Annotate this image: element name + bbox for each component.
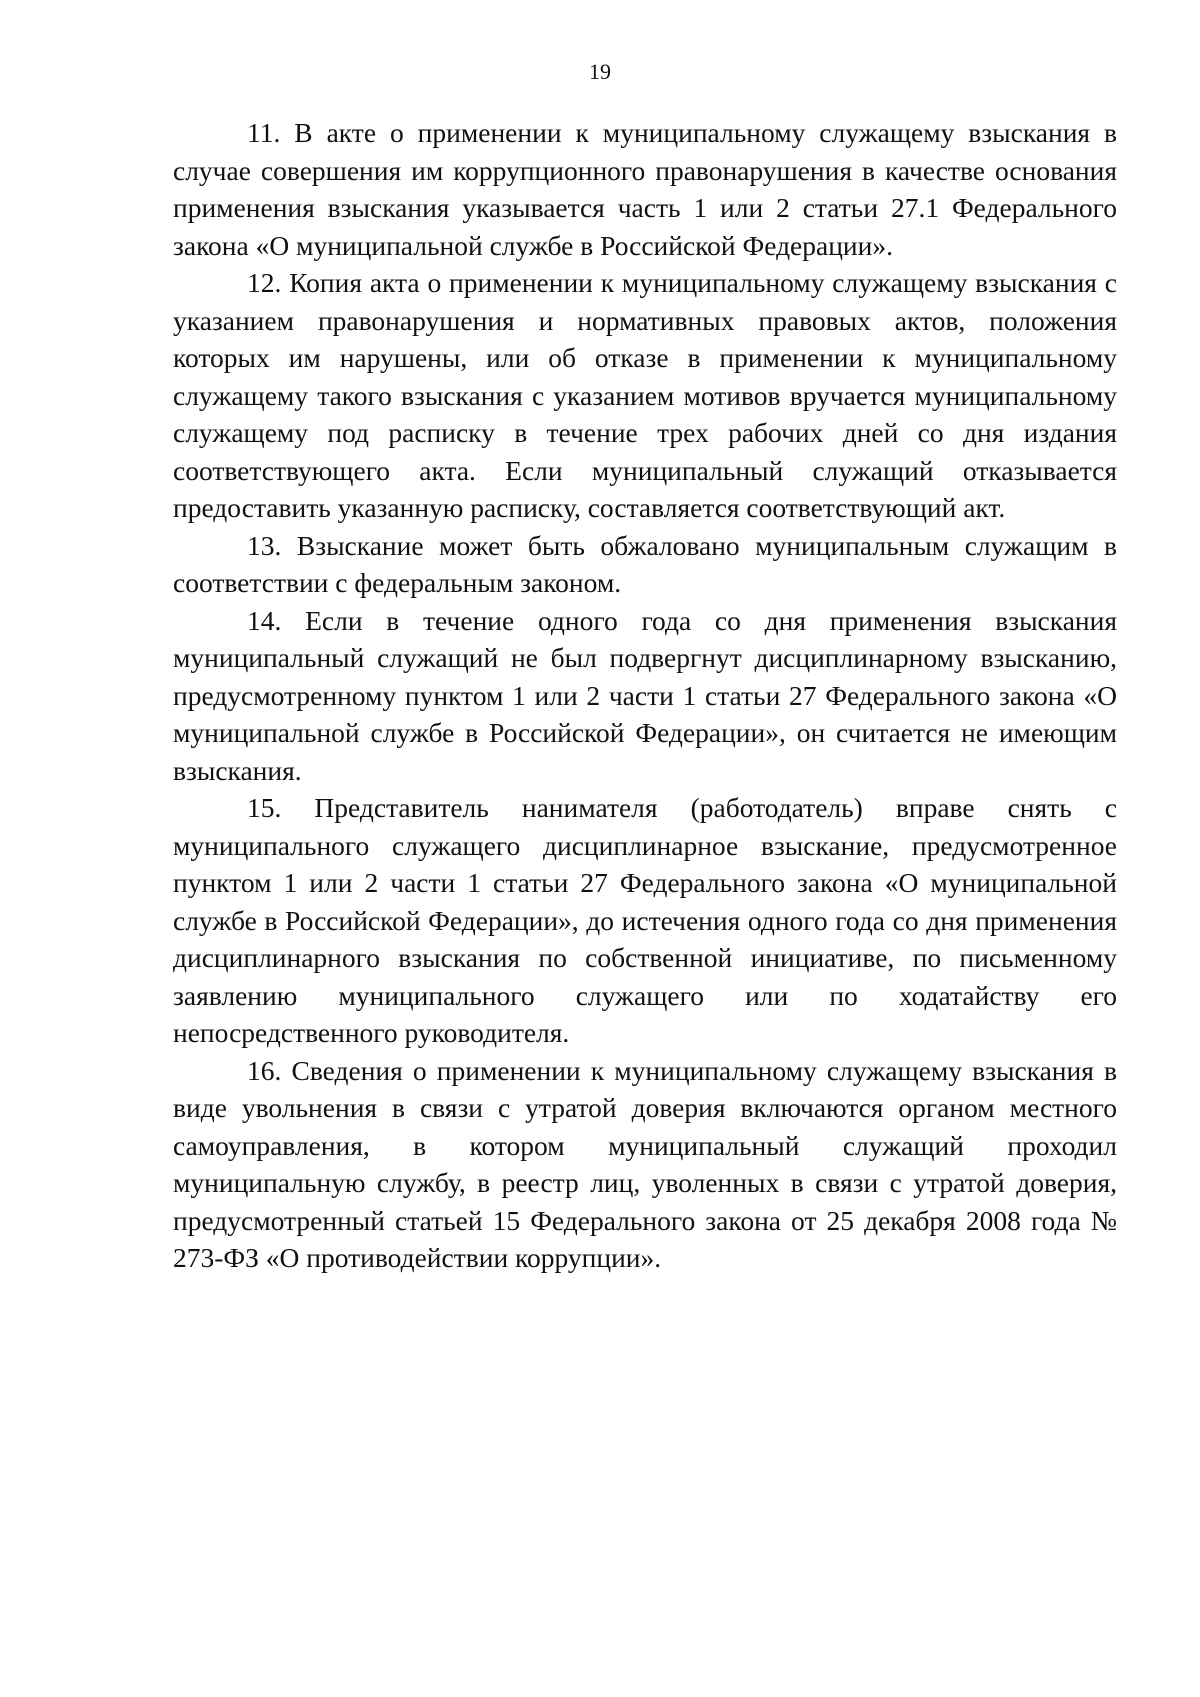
paragraph-16: 16. Сведения о применении к муниципальному служащему взыскания в виде увольнения в связи с утратой доверия включаются органом местного самоуправления, в котором муниципальный служащий проходил муниципальную службу, в реестр лиц, уволенных в связи с утратой доверия, предусмотренный статьей 15 Федерального закона от 25 декабря 2008 года № 273-ФЗ «О противодействии коррупции». — [173, 1054, 1117, 1273]
document-body — [173, 114, 1117, 1277]
page-number: 19 — [589, 59, 611, 84]
paragraph-11: 11. В акте о применении к муниципальному служащему взыскания в случае совершения им коррупционного правонарушения в качестве основания применения взыскания указывается часть 1 или 2 статьи 27.1 Федерального закона «О муниципальной службе в Российской Федерации». — [173, 117, 1117, 261]
paragraph-13: 13. Взыскание может быть обжаловано муниципальным служащим в соответствии с федеральным законом. — [173, 529, 1117, 598]
paragraph-14: 14. Если в течение одного года со дня применения взыскания муниципальный служащий не был подвергнут дисциплинарному взысканию, предусмотренному пунктом 1 или 2 части 1 статьи 27 Федерального закона «О муниципальной службе в Российской Федерации», он считается не имеющим взыскания. — [173, 604, 1117, 786]
paragraph-15: 15. Представитель нанимателя (работодатель) вправе снять с муниципального служащего дисциплинарное взыскание, предусмотренное пунктом 1 или 2 части 1 статьи 27 Федерального закона «О муниципальной службе в Российской Федерации», до истечения одного года со дня применения дисциплинарного взыскания по собственной инициативе, по письменному заявлению муниципального служащего или по ходатайству его непосредственного руководителя. — [173, 792, 1117, 1048]
paragraph-12: 12. Копия акта о применении к муниципальному служащему взыскания с указанием правонарушения и нормативных правовых актов, положения которых им нарушены, или об отказе в применении к муниципальному служащему такого взыскания с указанием мотивов вручается муниципальному служащему под расписку в течение трех рабочих дней со дня издания соответствующего акта. Если муниципальный служащий отказывается предоставить указанную расписку, составляется соответствующий акт. — [173, 267, 1117, 523]
